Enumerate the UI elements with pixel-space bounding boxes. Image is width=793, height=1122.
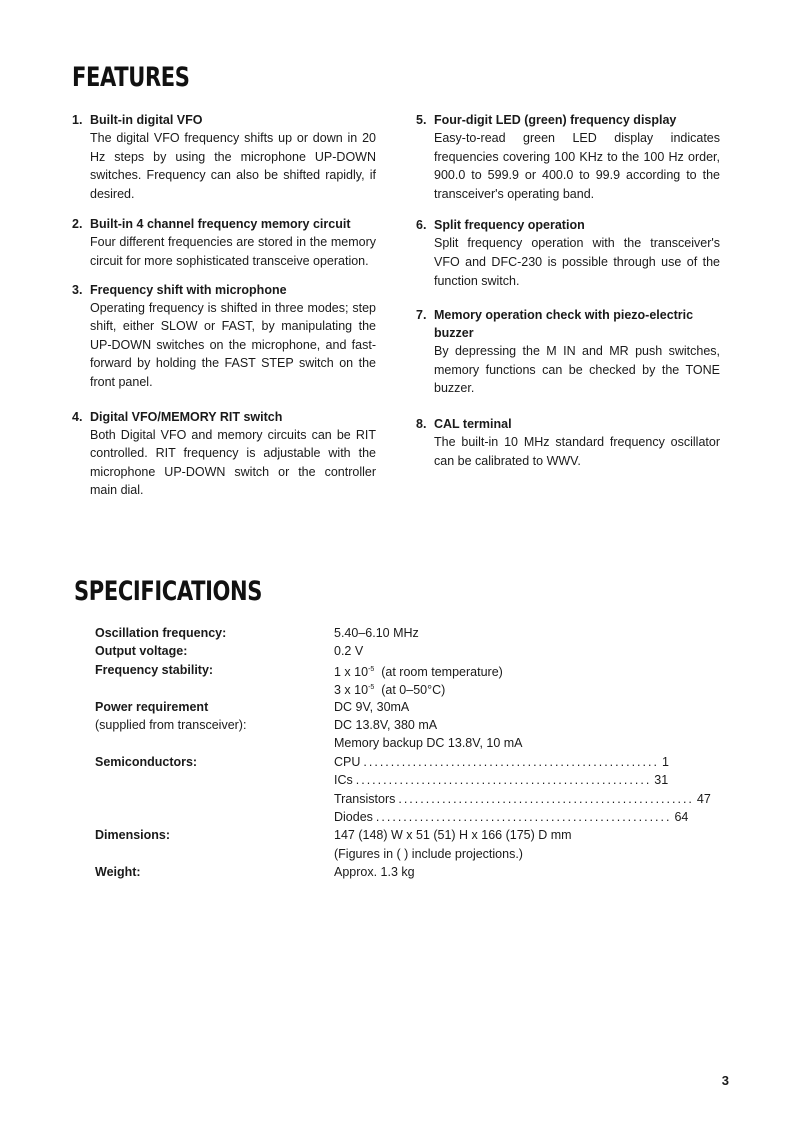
semiconductor-count: 64 (674, 809, 689, 824)
spec-value-dimensions-note: (Figures in ( ) include projections.) (334, 846, 523, 861)
feature-body: Operating frequency is shifted in three modes; step shift, either SLOW or FAST, by manipulating the UP-DOWN switches on the microphone, and fast-forward by holding the FAST STEP switch on the front panel. (90, 300, 376, 389)
feature-body: Easy-to-read green LED display indicates frequencies covering 100 KHz to the 100 Hz order, 900.0 to 599.9 or 400.0 to 99.9 according to the transceiver's operating band. (434, 131, 720, 201)
leader-dots: ...................................................... (398, 791, 694, 806)
feature-number: 4. (72, 409, 83, 424)
feature-title: Split frequency operation (434, 218, 585, 233)
feature-item (72, 408, 392, 500)
feature-title: Four-digit LED (green) frequency display (434, 113, 677, 127)
spec-value-output: 0.2 V (334, 644, 364, 659)
feature-item (416, 306, 736, 398)
spec-value-power-2: DC 13.8V, 380 mA (334, 717, 438, 732)
feature-body: The digital VFO frequency shifts up or down in 20 Hz steps by using the microphone UP-DOWN switches. Frequency can also be shifted rapidly, if desired. (90, 131, 376, 201)
spec-value-oscillation: 5.40–6.10 MHz (334, 626, 419, 640)
feature-body: The built-in 10 MHz standard frequency oscillator can be calibrated to WWV. (434, 434, 720, 468)
spec-label-oscillation: Oscillation frequency: (95, 626, 227, 640)
spec-label-stability: Frequency stability: (95, 662, 214, 677)
semiconductor-row (334, 753, 669, 771)
spec-value-stability-2: 3 x $10^{-5}$ (at 0–50°C) (334, 683, 446, 698)
feature-number: 3. (72, 282, 83, 297)
feature-item (416, 111, 736, 203)
feature-item (72, 281, 392, 392)
page-number: 3 (721, 1073, 729, 1088)
semiconductor-name: CPU (334, 754, 361, 769)
leader-dots: ...................................................... (375, 809, 672, 824)
spec-values (334, 624, 711, 881)
spec-value-power-1: DC 9V, 30mA (334, 699, 410, 714)
semiconductor-count: 1 (661, 754, 669, 769)
feature-number: 5. (416, 113, 427, 127)
specifications-heading: SPECIFICATIONS (74, 576, 263, 607)
feature-number: 2. (72, 217, 83, 232)
spec-value-weight: Approx. 1.3 kg (334, 865, 415, 880)
features-left-column (72, 111, 392, 500)
feature-body: Both Digital VFO and memory circuits can be RIT controlled. RIT frequency is adjustable with the microphone UP-DOWN switch or the controller main dial. (90, 427, 376, 498)
feature-number: 7. (416, 308, 427, 323)
feature-item (72, 111, 392, 203)
feature-title: Built-in digital VFO (90, 113, 203, 127)
leader-dots: ...................................................... (355, 773, 652, 788)
feature-number: 6. (416, 218, 427, 233)
leader-dots: ...................................................... (363, 754, 659, 769)
feature-body: Split frequency operation with the transceiver's VFO and DFC-230 is possible through use of the function switch. (434, 236, 720, 288)
feature-item (416, 415, 736, 470)
semiconductor-count: 47 (696, 791, 711, 806)
semiconductor-name: Transistors (334, 791, 396, 806)
spec-label-weight: Weight: (95, 865, 141, 880)
spec-label-power-sub: (supplied from transceiver): (95, 717, 247, 732)
semiconductor-name: ICs (334, 773, 353, 788)
semiconductor-row (334, 771, 669, 789)
semiconductor-count: 31 (654, 773, 669, 788)
spec-value-power-3: Memory backup DC 13.8V, 10 mA (334, 736, 523, 751)
feature-title: Memory operation check with piezo-electric buzzer (434, 308, 694, 341)
semiconductor-name: Diodes (334, 809, 373, 824)
semiconductor-row (334, 790, 711, 808)
feature-title: Built-in 4 channel frequency memory circuit (90, 217, 351, 232)
features-heading: FEATURES (72, 62, 190, 93)
spec-label-semiconductors: Semiconductors: (95, 754, 198, 769)
semiconductor-row (334, 808, 689, 826)
spec-value-dimensions: 147 (148) W x 51 (51) H x 166 (175) D mm (334, 828, 572, 843)
feature-title: CAL terminal (434, 416, 512, 431)
spec-label-dimensions: Dimensions: (95, 828, 171, 843)
feature-body: Four different frequencies are stored in the memory circuit for more sophisticated transceive operation. (90, 235, 376, 268)
spec-value-stability-1: 1 x $10^{-5}$ (at room temperature) (334, 664, 503, 679)
feature-item (416, 216, 736, 290)
feature-item (72, 215, 392, 270)
spec-labels (95, 624, 325, 881)
feature-title: Frequency shift with microphone (90, 282, 287, 297)
feature-body: By depressing the M IN and MR push switches, memory functions can be checked by the TONE buzzer. (434, 344, 720, 396)
feature-number: 1. (72, 113, 83, 127)
features-right-column (416, 111, 736, 470)
feature-title: Digital VFO/MEMORY RIT switch (90, 409, 283, 424)
spec-label-output: Output voltage: (95, 644, 188, 659)
spec-label-power: Power requirement (95, 699, 209, 714)
feature-number: 8. (416, 416, 427, 431)
